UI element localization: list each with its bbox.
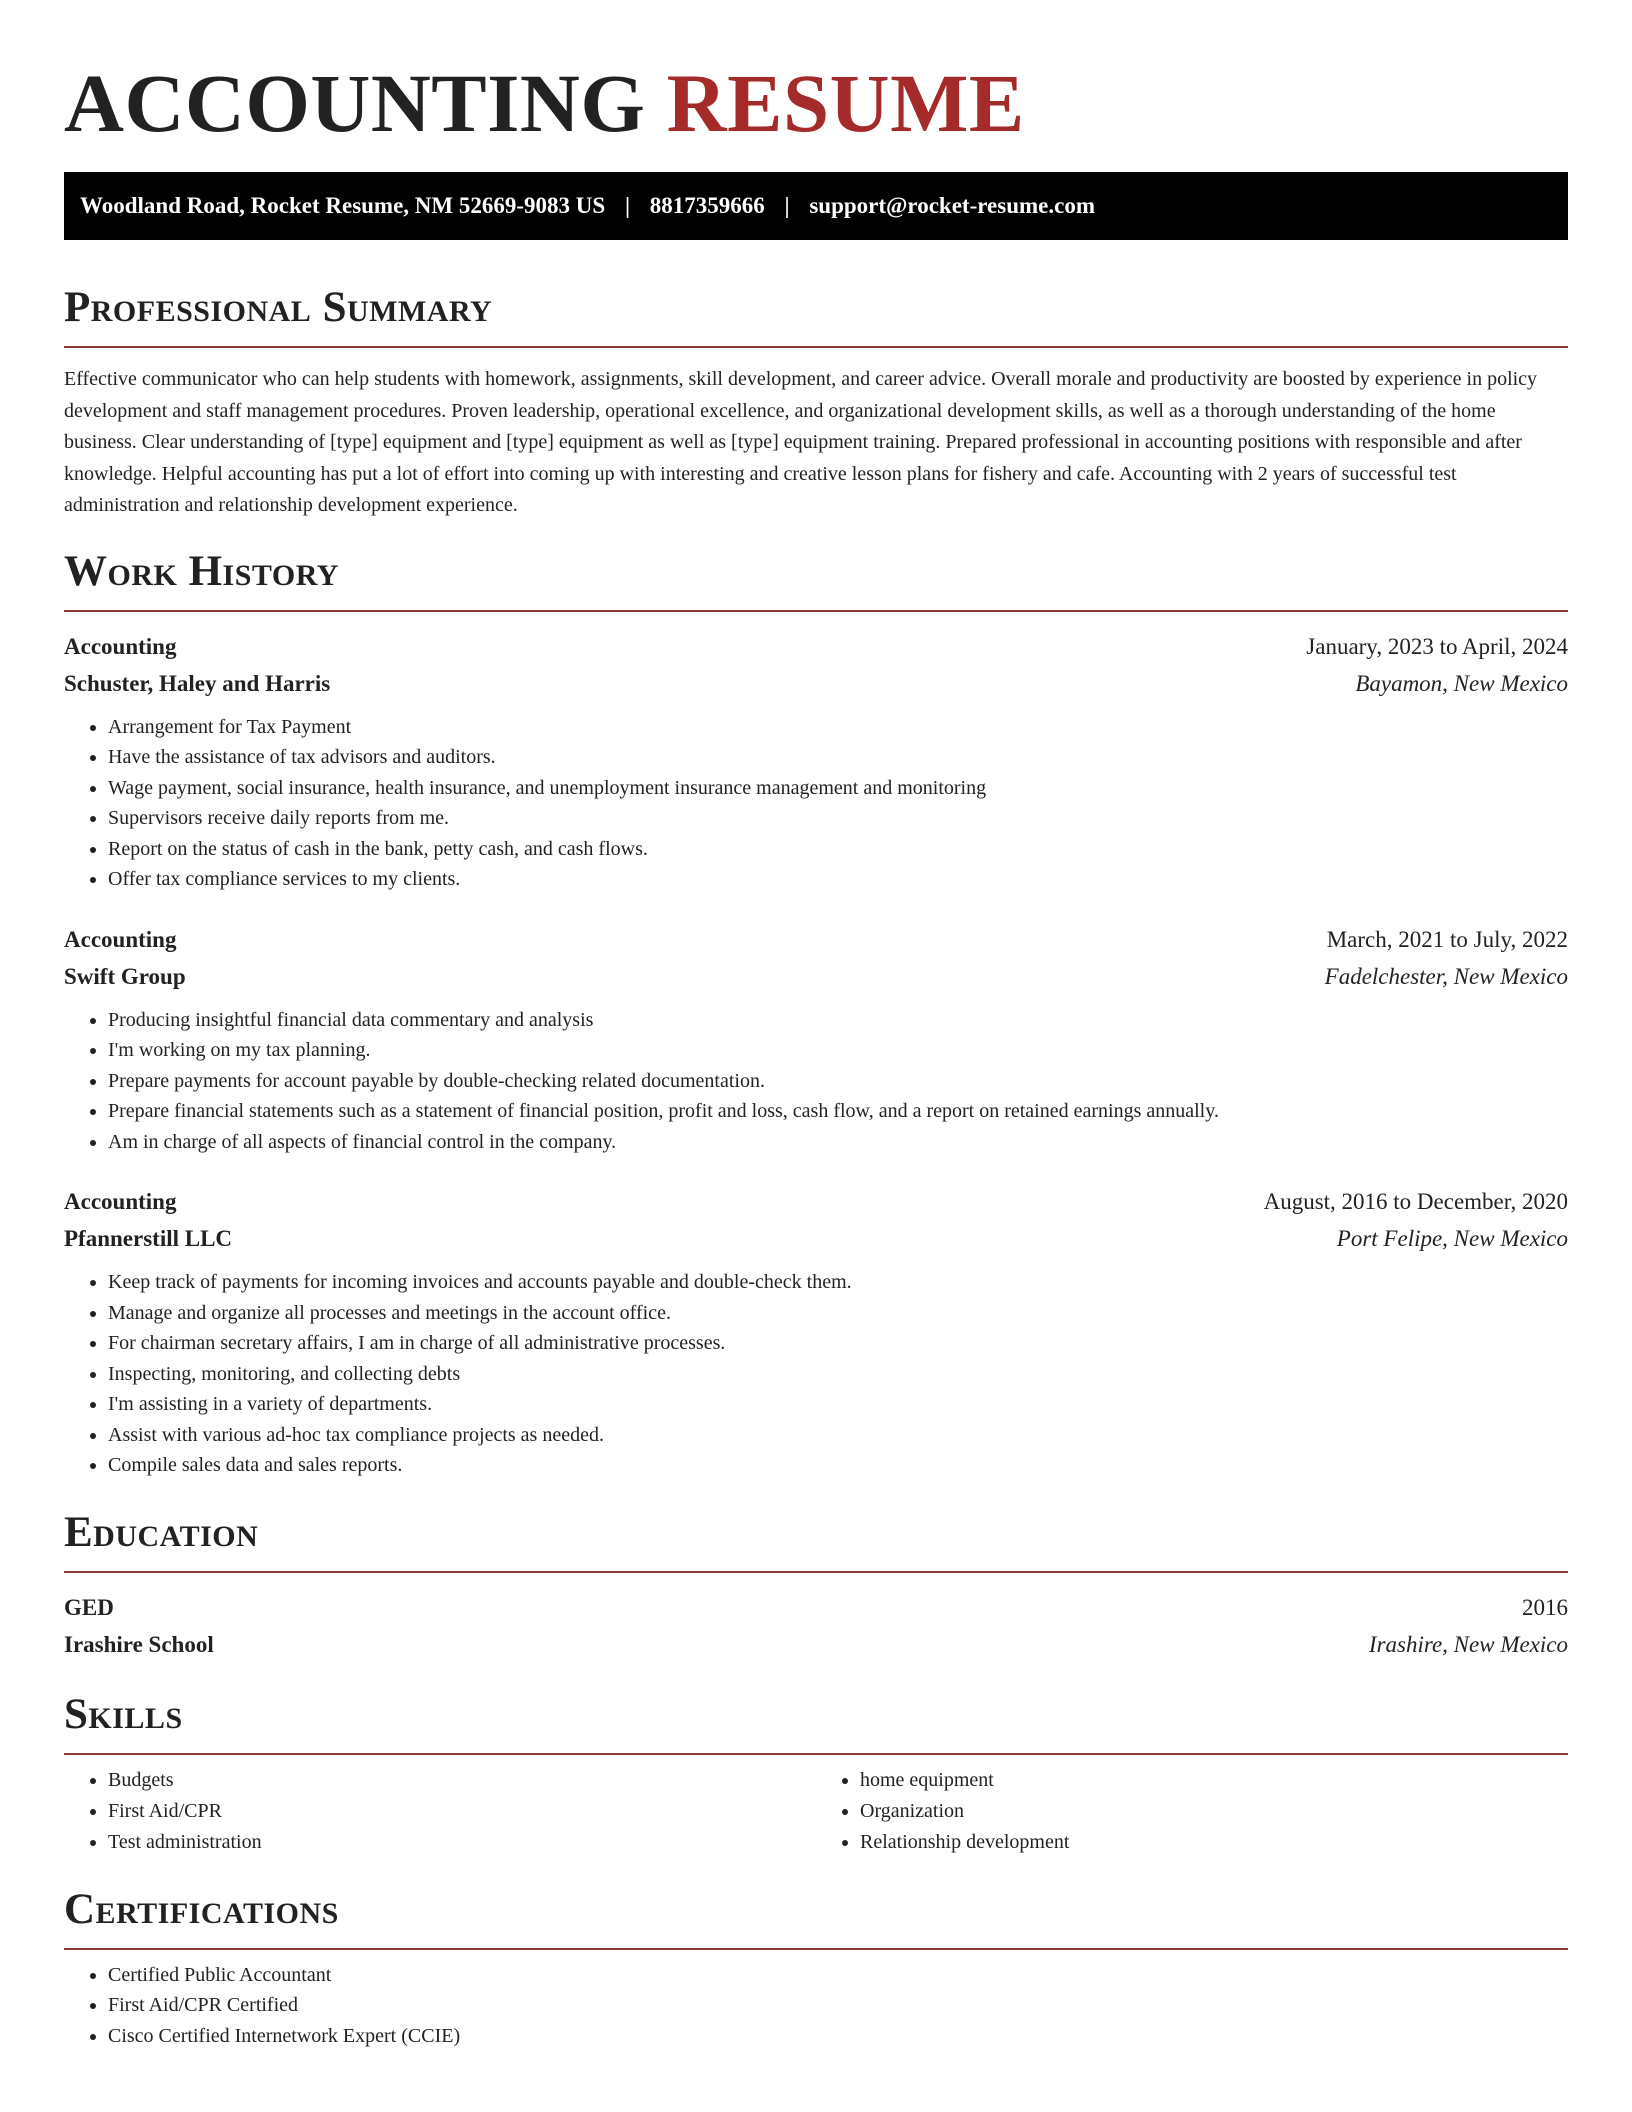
skill-item: • Budgets bbox=[108, 1765, 816, 1796]
education-school-row bbox=[64, 1626, 1568, 1663]
title-part-resume: RESUME bbox=[666, 57, 1025, 149]
job-bullet: • Assist with various ad-hoc tax compliance projects as needed. bbox=[108, 1420, 1568, 1451]
job-bullet: • I'm assisting in a variety of departments. bbox=[108, 1389, 1568, 1420]
job-bullet: • Arrangement for Tax Payment bbox=[108, 712, 1568, 743]
resume-title bbox=[64, 0, 1568, 148]
job-bullet: • For chairman secretary affairs, I am in charge of all administrative processes. bbox=[108, 1328, 1568, 1359]
certifications-list bbox=[64, 1960, 1568, 2052]
job-header-row bbox=[64, 628, 1568, 665]
job-title: Accounting bbox=[64, 633, 177, 659]
certifications-section bbox=[64, 1884, 1568, 2052]
skill-item: • home equipment bbox=[860, 1765, 1568, 1796]
section-heading-education: Education bbox=[64, 1508, 259, 1556]
job-bullet: • Keep track of payments for incoming invoices and accounts payable and double-check them. bbox=[108, 1267, 1568, 1298]
job-entry bbox=[64, 1183, 1568, 1481]
contact-separator: | bbox=[624, 193, 631, 218]
job-location: Port Felipe, New Mexico bbox=[1336, 1226, 1568, 1251]
job-title: Accounting bbox=[64, 1189, 177, 1214]
job-header-row bbox=[64, 1183, 1568, 1220]
contact-address: Woodland Road, Rocket Resume, NM 52669-9083 US bbox=[80, 193, 606, 218]
skill-item: • First Aid/CPR bbox=[108, 1796, 816, 1827]
job-bullet: • Have the assistance of tax advisors and auditors. bbox=[108, 742, 1568, 773]
summary-text: Effective communicator who can help students with homework, assignments, skill development, and career advice. Overall morale and productivity are boosted by experience in policy development and staff management procedures. Proven leadership, operational excellence, and organizational development skills, as well as a thorough understanding of the home business. Clear understanding of [type] equipment and [type] equipment as well as [type] equipment training. Prepared professional in accounting positions with responsible and after knowledge. Helpful accounting has put a lot of effort into coming up with interesting and creative lesson plans for fishery and cafe. Accounting with 2 years of successful test administration and relationship development experience. bbox=[64, 368, 1538, 516]
job-company-row bbox=[64, 958, 1568, 995]
job-bullet: • Manage and organize all processes and meetings in the account office. bbox=[108, 1298, 1568, 1329]
job-bullet: • Offer tax compliance services to my clients. bbox=[108, 864, 1568, 895]
summary-section bbox=[64, 282, 1568, 522]
section-divider bbox=[64, 346, 1568, 348]
title-part-accounting: ACCOUNTING bbox=[64, 57, 646, 149]
section-heading-skills: Skills bbox=[64, 1690, 183, 1738]
work-history-section bbox=[64, 546, 1568, 1481]
contact-bar bbox=[64, 172, 1568, 240]
job-dates: January, 2023 to April, 2024 bbox=[1306, 633, 1568, 659]
job-company: Schuster, Haley and Harris bbox=[64, 670, 331, 696]
job-bullet: • Am in charge of all aspects of financial control in the company. bbox=[108, 1127, 1568, 1158]
skill-item: • Relationship development bbox=[860, 1827, 1568, 1858]
contact-phone[interactable]: 8817359666 bbox=[649, 193, 765, 218]
skill-item: • Test administration bbox=[108, 1827, 816, 1858]
education-school: Irashire School bbox=[64, 1631, 214, 1657]
education-location: Irashire, New Mexico bbox=[1368, 1631, 1568, 1657]
section-heading-certifications: Certifications bbox=[64, 1885, 339, 1933]
certification-item: • Certified Public Accountant bbox=[108, 1960, 1568, 1991]
job-dates: March, 2021 to July, 2022 bbox=[1326, 926, 1568, 952]
skills-grid bbox=[64, 1765, 1568, 1858]
education-entry bbox=[64, 1589, 1568, 1663]
job-header-row bbox=[64, 921, 1568, 958]
job-bullet: • Prepare financial statements such as a statement of financial position, profit and loss, cash flow, and a report on retained earnings annually. bbox=[108, 1096, 1568, 1127]
contact-email[interactable]: support@rocket-resume.com bbox=[809, 193, 1095, 218]
job-bullet: • I'm working on my tax planning. bbox=[108, 1035, 1568, 1066]
job-bullet: • Compile sales data and sales reports. bbox=[108, 1450, 1568, 1481]
section-divider bbox=[64, 1571, 1568, 1573]
skills-list-right bbox=[816, 1765, 1568, 1858]
job-company-row bbox=[64, 665, 1568, 702]
skill-item: • Organization bbox=[860, 1796, 1568, 1827]
section-heading-work-history: Work History bbox=[64, 547, 339, 595]
job-company: Pfannerstill LLC bbox=[64, 1226, 233, 1251]
job-company: Swift Group bbox=[64, 963, 186, 989]
certification-item: • First Aid/CPR Certified bbox=[108, 1990, 1568, 2021]
education-degree: GED bbox=[64, 1594, 114, 1620]
job-bullet: • Prepare payments for account payable by double-checking related documentation. bbox=[108, 1066, 1568, 1097]
job-bullet: • Producing insightful financial data commentary and analysis bbox=[108, 1005, 1568, 1036]
job-bullets bbox=[64, 1005, 1568, 1158]
certification-item: • Cisco Certified Internetwork Expert (CCIE) bbox=[108, 2021, 1568, 2052]
section-divider bbox=[64, 1948, 1568, 1950]
education-year: 2016 bbox=[1522, 1594, 1568, 1620]
skills-section bbox=[64, 1689, 1568, 1858]
job-entry bbox=[64, 921, 1568, 1158]
contact-separator: | bbox=[784, 193, 790, 218]
section-divider bbox=[64, 610, 1568, 612]
section-heading-summary: Professional Summary bbox=[64, 284, 493, 331]
job-entry bbox=[64, 628, 1568, 895]
job-bullet: • Report on the status of cash in the bank, petty cash, and cash flows. bbox=[108, 834, 1568, 865]
job-dates: August, 2016 to December, 2020 bbox=[1263, 1189, 1568, 1214]
education-section bbox=[64, 1507, 1568, 1663]
job-bullets bbox=[64, 1267, 1568, 1481]
job-title: Accounting bbox=[64, 926, 177, 952]
education-degree-row bbox=[64, 1589, 1568, 1626]
job-bullets bbox=[64, 712, 1568, 895]
job-bullet: • Wage payment, social insurance, health insurance, and unemployment insurance management and monitoring bbox=[108, 773, 1568, 804]
job-location: Bayamon, New Mexico bbox=[1355, 670, 1568, 696]
job-location: Fadelchester, New Mexico bbox=[1324, 963, 1568, 989]
job-bullet: • Inspecting, monitoring, and collecting debts bbox=[108, 1359, 1568, 1390]
section-divider bbox=[64, 1753, 1568, 1755]
job-bullet: • Supervisors receive daily reports from me. bbox=[108, 803, 1568, 834]
job-company-row bbox=[64, 1220, 1568, 1257]
skills-list-left bbox=[64, 1765, 816, 1858]
